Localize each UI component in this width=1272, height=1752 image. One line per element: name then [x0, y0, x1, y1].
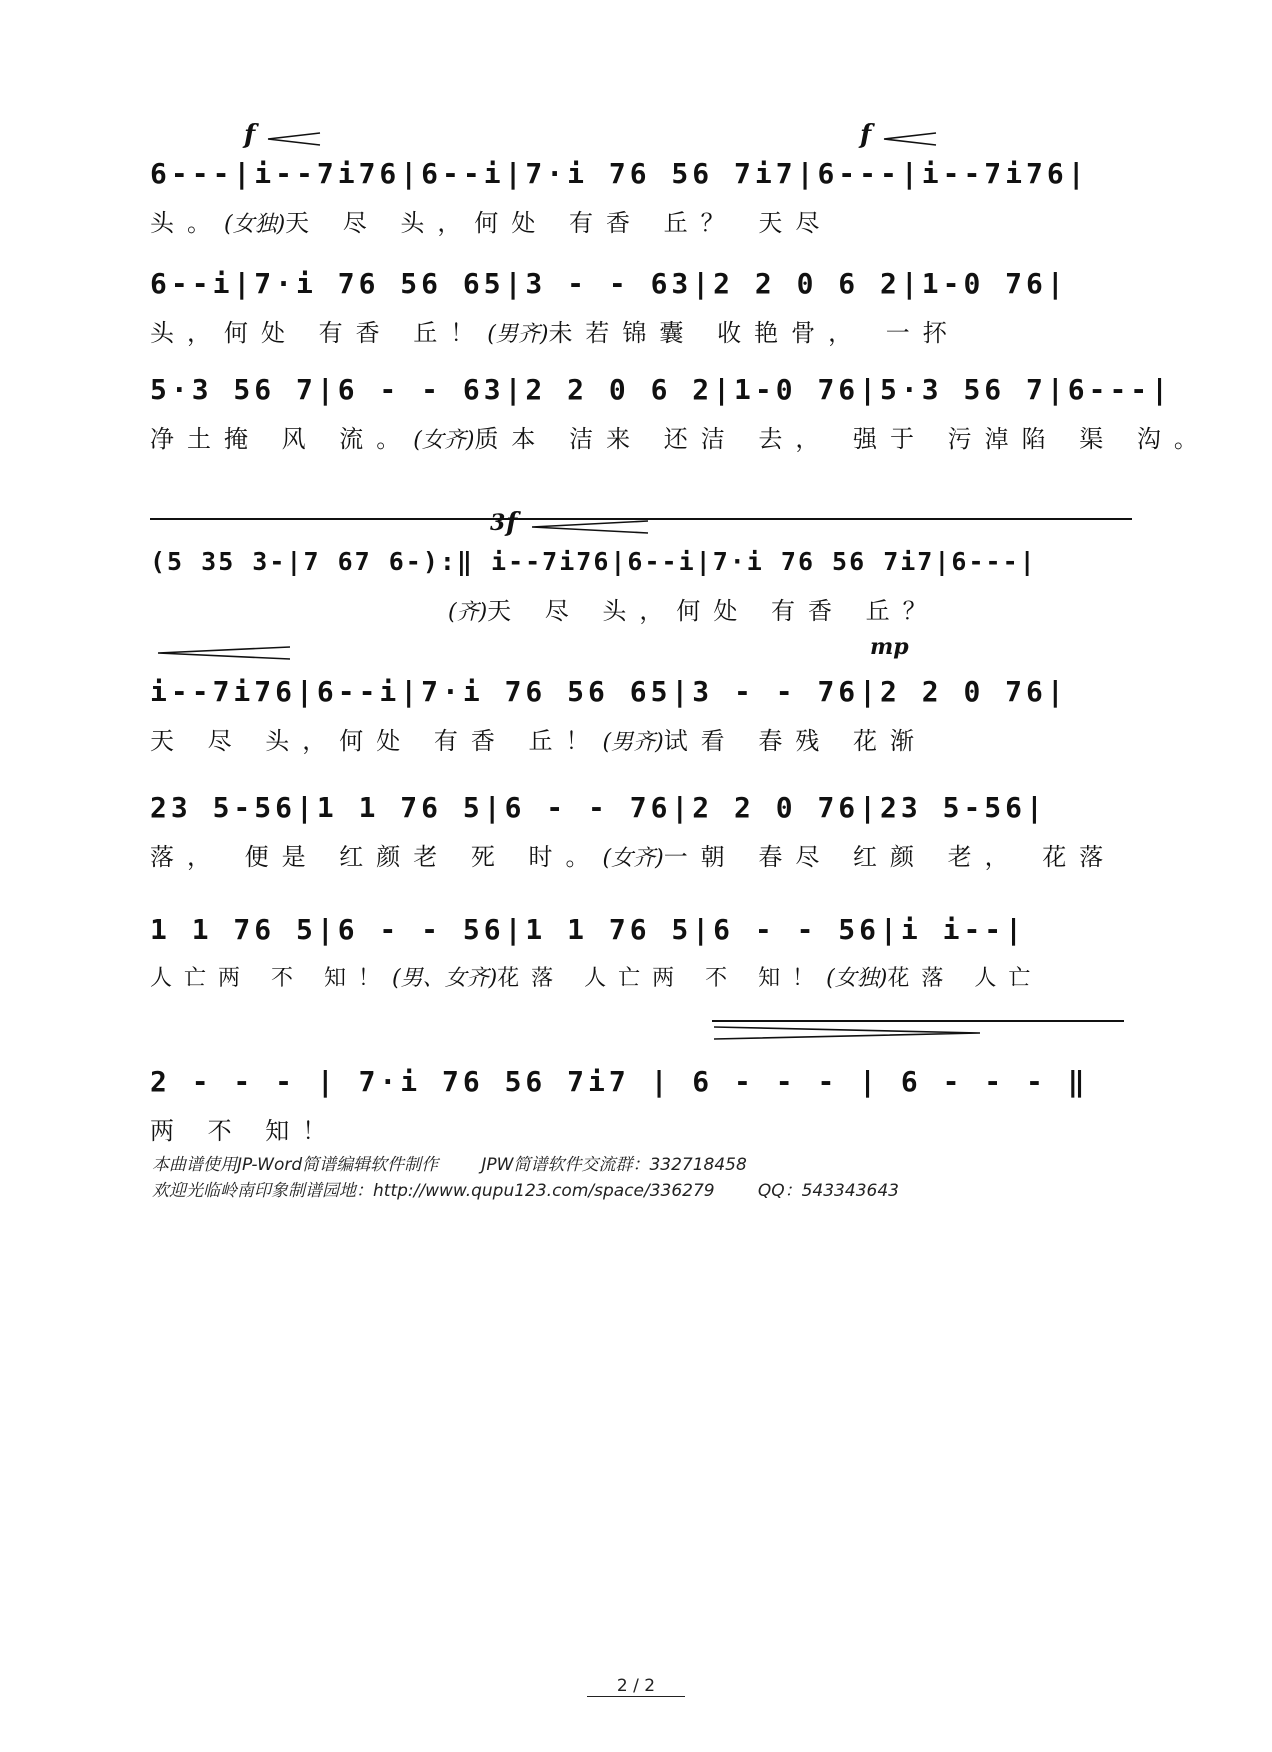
page-number-text: 2 / 2 — [587, 1676, 685, 1697]
lyric-text: 天 尽 头，何处 有香 丘！ — [150, 727, 603, 755]
footer-line-1: 本曲谱使用JP-Word简谱编辑软件制作 JPW简谱软件交流群：332718458 — [152, 1155, 747, 1175]
singer-role: (男齐) — [602, 730, 664, 755]
decrescendo-hairpin — [712, 1026, 982, 1038]
lyrics-line — [150, 206, 1130, 242]
page-number — [0, 1676, 1272, 1696]
lyric-text: 质本 洁来 还洁 去， 强于 污淖陷 渠 沟。 — [474, 425, 1211, 453]
lyric-text: 天 尽 头，何处 有香 丘？ 天尽 — [285, 209, 833, 237]
notation-line: 6---|i--7i76|6--i|7·i 76 56 7i7|6---|i--7i76| — [150, 157, 1089, 190]
volta-number: 3 — [490, 510, 506, 536]
dynamic-mezzo-piano: mp — [870, 634, 909, 660]
lyric-text: 花落 人亡 — [887, 966, 1043, 991]
singer-role: (齐) — [448, 600, 488, 625]
notation-line: 23 5-56|1 1 76 5|6 - - 76|2 2 0 76|23 5-56| — [150, 791, 1047, 824]
notation-line: 1 1 76 5|6 - - 56|1 1 76 5|6 - - 56|i i--| — [150, 913, 1027, 946]
singer-role: (女齐) — [602, 846, 664, 871]
notation-line: 2 - - - | 7·i 76 56 7i7 | 6 - - - | 6 - - - ‖ — [150, 1065, 1089, 1098]
lyric-text: 天 尽 头，何处 有香 丘？ — [487, 597, 940, 625]
lyrics-line — [150, 962, 1130, 996]
lyrics-line — [448, 594, 1128, 630]
crescendo-hairpin — [882, 132, 938, 144]
notation-line: (5 35 3-|7 67 6-):‖ i--7i76|6--i|7·i 76 56 7i7|6---| — [150, 547, 1037, 576]
lyrics-line — [150, 1114, 1130, 1148]
crescendo-hairpin — [266, 132, 322, 144]
singer-role: (女独) — [826, 966, 888, 991]
lyrics-line — [150, 316, 1130, 352]
crescendo-hairpin — [530, 520, 650, 532]
crescendo-hairpin — [156, 646, 292, 658]
ending-line — [712, 1020, 1124, 1022]
lyric-text: 头，何处 有香 丘！ — [150, 319, 488, 347]
lyrics-line — [150, 724, 1130, 760]
software-credit-footer — [152, 1152, 899, 1204]
singer-role: (男、女齐) — [392, 966, 498, 991]
lyric-text: 净土掩 风 流。 — [150, 425, 414, 453]
lyric-text: 未若锦囊 收艳骨， 一抔 — [548, 319, 960, 347]
notation-line: 6--i|7·i 76 56 65|3 - - 63|2 2 0 6 2|1-0 76| — [150, 267, 1068, 300]
lyric-text: 两 不 知！ — [150, 1117, 340, 1145]
lyrics-line — [150, 422, 1211, 458]
lyric-text: 一朝 春尽 红颜 老， 花落 — [663, 843, 1117, 871]
lyric-text: 试看 春残 花渐 — [663, 727, 927, 755]
lyric-text: 落， 便是 红颜老 死 时。 — [150, 843, 603, 871]
dynamic-forte: f — [244, 120, 256, 150]
singer-role: (男齐) — [487, 322, 549, 347]
notation-line: 5·3 56 7|6 - - 63|2 2 0 6 2|1-0 76|5·3 56 7|6---| — [150, 373, 1173, 406]
footer-line-2: 欢迎光临岭南印象制谱园地：http://www.qupu123.com/space/336279 QQ：543343643 — [152, 1181, 899, 1201]
dynamic-forte: f — [506, 508, 518, 538]
singer-role: (女齐) — [413, 428, 475, 453]
singer-role: (女独) — [224, 212, 286, 237]
notation-line: i--7i76|6--i|7·i 76 56 65|3 - - 76|2 2 0 76| — [150, 675, 1068, 708]
lyric-text: 花落 人亡两 不 知！ — [497, 966, 827, 991]
lyric-text: 头。 — [150, 209, 224, 237]
lyric-text: 人亡两 不 知！ — [150, 966, 392, 991]
lyrics-line — [150, 840, 1130, 876]
dynamic-forte: f — [860, 120, 872, 150]
